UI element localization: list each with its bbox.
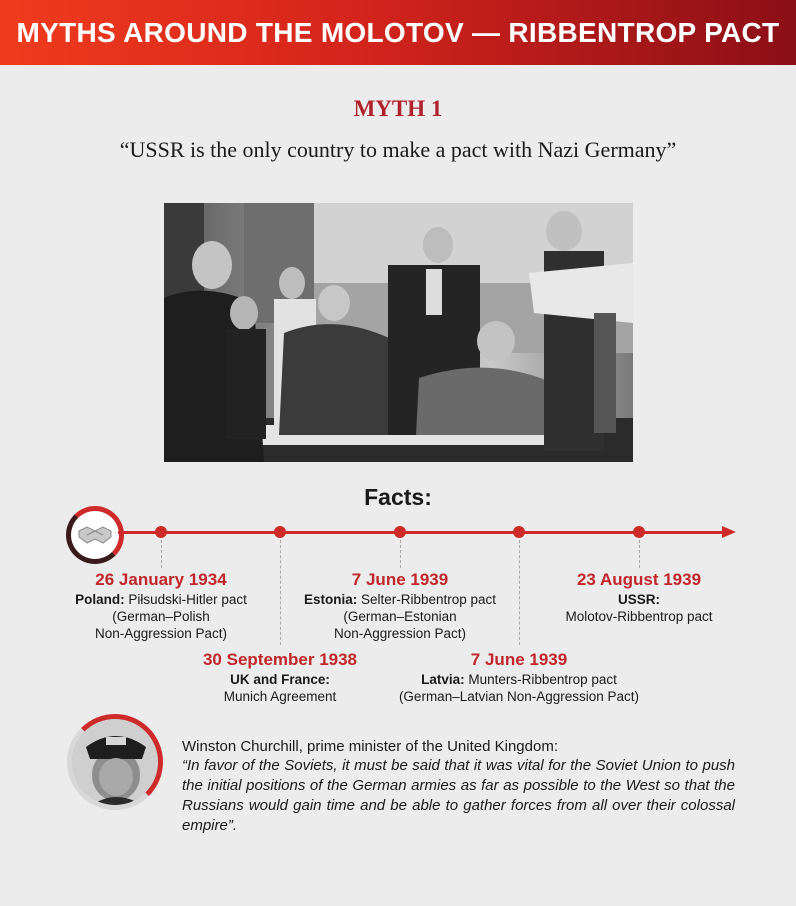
timeline-dot — [394, 526, 406, 538]
event-title: Piłsudski-Hitler pact — [124, 592, 247, 607]
quote-author: Winston Churchill, prime minister of the United Kingdom: — [182, 738, 558, 755]
timeline-event — [290, 569, 510, 642]
event-country: UK and France: — [230, 672, 330, 687]
event-date: 26 January 1934 — [95, 570, 227, 589]
timeline-event — [384, 649, 654, 705]
event-detail: Non-Aggression Pact) — [333, 626, 467, 641]
timeline-dot — [155, 526, 167, 538]
timeline-connector — [519, 540, 520, 645]
quote-block — [182, 737, 735, 836]
page-title: MYTHS AROUND THE MOLOTOV — RIBBENTROP PACT — [16, 16, 780, 48]
event-detail: Non-Aggression Pact) — [94, 626, 228, 641]
timeline-dot — [633, 526, 645, 538]
event-country: Latvia: — [421, 672, 465, 687]
event-date: 7 June 1939 — [351, 570, 449, 589]
handshake-icon — [66, 506, 124, 564]
event-title: Selter-Ribbentrop pact — [357, 592, 497, 607]
event-detail: (German–Polish — [112, 609, 210, 624]
event-country: USSR: — [617, 592, 660, 607]
event-title: Munters-Ribbentrop pact — [464, 672, 617, 687]
event-country: Poland: — [75, 592, 125, 607]
event-detail: (German–Latvian Non-Aggression Pact) — [398, 689, 640, 704]
event-country: Estonia: — [303, 592, 358, 607]
event-date: 23 August 1939 — [576, 570, 702, 589]
event-date: 30 September 1938 — [202, 650, 358, 669]
timeline-connector — [161, 540, 162, 568]
quote-text: “In favor of the Soviets, it must be said that it was vital for the Soviet Union to push the initial positions of the German armies as far as possible to the West so that the Russians would gain time and be able to gather forces from all over their colossal empire”. — [182, 757, 735, 834]
myth-label: MYTH 1 — [353, 96, 443, 121]
timeline-dot — [513, 526, 525, 538]
timeline-connector — [280, 540, 281, 645]
timeline-connector — [400, 540, 401, 568]
event-date: 7 June 1939 — [470, 650, 568, 669]
header-banner — [0, 0, 796, 65]
timeline-event — [539, 569, 739, 625]
event-title: Molotov-Ribbentrop pact — [565, 609, 713, 624]
churchill-portrait — [67, 714, 163, 810]
timeline-arrow-icon — [722, 526, 736, 538]
timeline-dot — [274, 526, 286, 538]
pact-signing-photo — [164, 203, 633, 462]
timeline-connector — [639, 540, 640, 568]
event-detail: (German–Estonian — [343, 609, 457, 624]
timeline-event — [56, 569, 266, 642]
facts-heading: Facts: — [364, 484, 432, 510]
timeline-event — [175, 649, 385, 705]
event-title: Munich Agreement — [223, 689, 337, 704]
myth-quote: “USSR is the only country to make a pact with Nazi Germany” — [119, 137, 677, 162]
